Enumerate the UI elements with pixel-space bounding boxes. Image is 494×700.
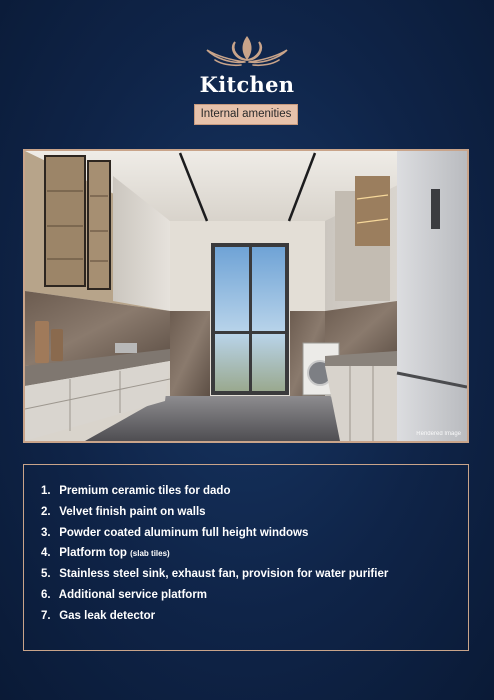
kitchen-illustration [25, 151, 467, 441]
amenity-item: 4. Platform top (slab tiles) [41, 547, 170, 560]
kitchen-render-image [23, 149, 469, 443]
amenity-item: 3. Powder coated aluminum full height windows [41, 526, 309, 539]
amenity-note: (slab tiles) [130, 549, 170, 559]
section-badge: Internal amenities [194, 104, 298, 125]
amenity-item: 7. Gas leak detector [41, 609, 156, 622]
amenity-item: 5. Stainless steel sink, exhaust fan, provision for water purifier [41, 568, 389, 581]
page-title: Kitchen [199, 72, 295, 97]
brand-ornament-icon [205, 30, 289, 70]
amenity-item: 2. Velvet finish paint on walls [41, 505, 206, 518]
amenity-item: 6. Additional service platform [41, 588, 208, 601]
rendered-image-caption: Rendered Image [416, 431, 461, 437]
amenities-list-box [23, 464, 469, 651]
amenity-item: 1. Premium ceramic tiles for dado [41, 485, 231, 497]
amenities-list [24, 465, 468, 631]
